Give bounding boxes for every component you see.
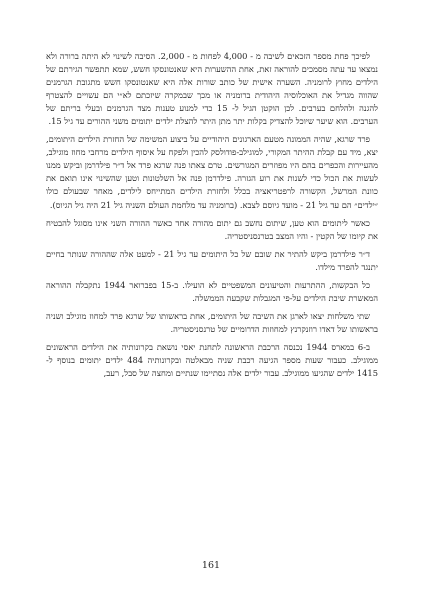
paragraph-2: פרד שרגא, שהיה הממונה מטעם הארגונים היהודיים על ביצוע המשימה של החזרת הילדים היתומים, יצא, מיד עם קבלת ההיתר המקורי, למוגילב-פודולסק להכין ולפקח על איסוף הילדים מרחבי מחוז מוגילב, מהעיירות והכפרים בהם היו מפוזרים המגורשים. טרם צאתו פנה שרגא פרד אל ד״ר פילדרמן וביקש ממנו לעשות את הכול כדי לשנות את רוע הגזרה. פילדרמן פנה אל השלטונות וטען שהשינוי אינו תואם את כוונת המרשל, הקשורה לרפטריאציה בכלל ולחזרת הילדים המתייחס לילדים, מאחר שבעולם כולו ״ילדים״ הם עד גיל 21 - מועד גיוסם לצבא. (ברומניה עד מלחמת העולם השניה גיל 21 היה גיל הגיוס). <box>46 134 378 210</box>
page-number: 161 <box>201 560 221 571</box>
paragraph-1: לפיכך פחת מספר הזכאים לשיבה מ - 4,000 לפחות מ - 2,000. הסיבה לשינוי לא היתה ברורה ולא נמצאו עד עתה מסמכים להוראה זאת, אחת ההשערות היא שאנטונסקו חשש, שמא תתפשר הגירתם של הילדים מחוץ לרומניה. השערה אישית של כותב שורות אלה היא שאנטונסקו חשש מתגובת הגרמנים שהווה מגדיל את האוכלוסיה היהודית ברומניה או מכך שבמקרה שיזכתם לא״י הם עשויים להצטרף להגנה ולהלחם בערבים. לכן הוקטן הגיל ל- 15 כדי למנוע טענות מצד הגרמנים ובעלי בריתם של הערבים. הוא שיער שיוכל להצדיק בקלות יתר מתן היתר להצלת ילדים יתומים משני ההורים עד גיל 15. <box>46 51 378 127</box>
paragraph-4: ד״ר פילדרמן ביקש להתיר את שובם של כל היתומים עד גיל 21 - למעט אלה שההורה שנותר בחיים יתנגד להפרד מילדו. <box>46 248 378 272</box>
paragraph-5: כל הבקשות, ההתרעות והטיעונים המשפטיים לא הועילו. ב-15 בפברואר 1944 נתקבלה ההוראה המאשרת שיבת הילדים על-פי המגבלות שקבעה הממשלה. <box>46 279 378 303</box>
paragraph-3: כאשר ליתומים הוא טען, שיתום נחשב גם יתום מהורה אחד כאשר ההורה השני אינו מסוגל להבטיח את קיומו של הקטין - והיו המצב בטרנסניסטריה. <box>46 217 378 241</box>
body-text <box>46 50 378 385</box>
paragraph-7: ב-6 במארס 1944 נכנסה הרכבת הראשונה לתחנת יאסי נושאת בקרונותיה את הילדים הראשונים ממוגילב. כעבור שעות מספר הגיעה רכבת שניה מבאלטה ובקרונותיה 484 ילדים יתומים בנוסף ל- 1415 ילדים שהגיעו ממוגילב. עבור ילדים אלה נסתיימו שנתיים ומחצה של סבל, רעב, <box>46 341 378 379</box>
paragraph-6: שתי משלחות יצאו לארגן את השיבה של היתומים, אחת בראשותו של שרגא פרד למחוז מוגילב ושניה בראשותו של דאדו רוזנקרנץ למחוזות הדרומיים של טרנסניסטריה. <box>46 310 378 334</box>
